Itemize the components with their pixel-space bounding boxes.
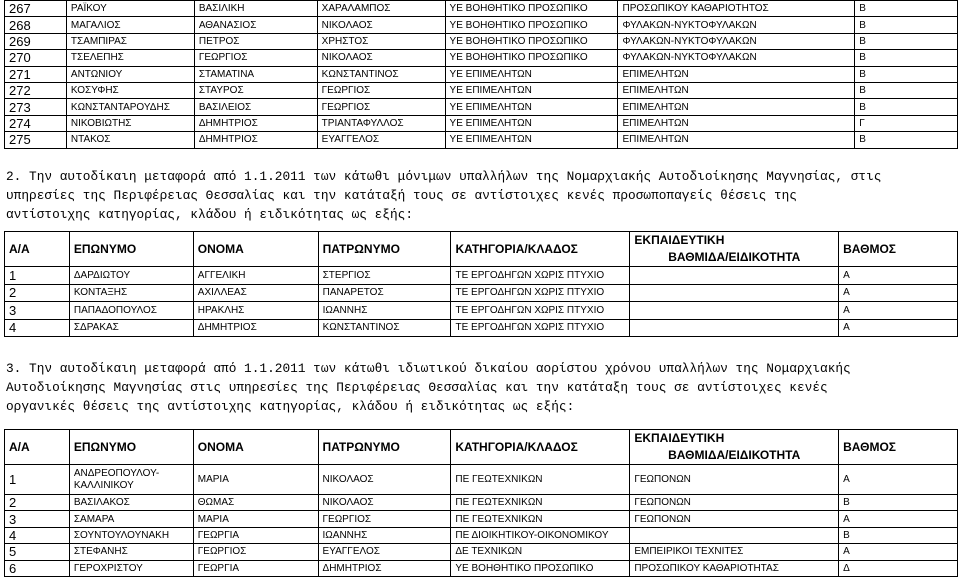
specialty: ΦΥΛΑΚΩΝ-ΝΥΚΤΟΦΥΛΑΚΩΝ	[618, 33, 855, 49]
surname: ΑΝΔΡΕΟΠΟΥΛΟΥ-ΚΑΛΛΙΝΙΚΟΥ	[69, 465, 193, 495]
specialty: ΓΕΩΠΟΝΩΝ	[630, 495, 839, 511]
category: ΠΕ ΓΕΩΤΕΧΝΙΚΩΝ	[451, 465, 630, 495]
specialty: ΕΜΠΕΙΡΙΚΟΙ ΤΕΧΝΙΤΕΣ	[630, 544, 839, 560]
father-name: ΙΩΑΝΝΗΣ	[318, 302, 451, 320]
table-row	[5, 319, 958, 337]
grade: Β	[855, 99, 958, 115]
category: ΥΕ ΕΠΙΜΕΛΗΤΩΝ	[445, 132, 618, 148]
first-name: ΗΡΑΚΛΗΣ	[193, 302, 318, 320]
father-name: ΔΗΜΗΤΡΙΟΣ	[318, 560, 451, 576]
surname: ΝΤΑΚΟΣ	[66, 132, 194, 148]
specialty: ΕΠΙΜΕΛΗΤΩΝ	[618, 99, 855, 115]
table-row	[5, 495, 958, 511]
row-number: 3	[5, 511, 70, 527]
first-name: ΓΕΩΡΓΙΑ	[193, 560, 318, 576]
specialty: ΠΡΟΣΩΠΙΚΟΥ ΚΑΘΑΡΙΟΤΗΤΑΣ	[630, 560, 839, 576]
row-number: 2	[5, 495, 70, 511]
row-number: 4	[5, 527, 70, 543]
row-number: 1	[5, 267, 70, 285]
grade: Δ	[839, 560, 958, 576]
first-name: ΓΕΩΡΓΙΑ	[193, 527, 318, 543]
specialty	[630, 302, 839, 320]
category: ΔΕ ΤΕΧΝΙΚΩΝ	[451, 544, 630, 560]
grade: Α	[839, 267, 958, 285]
header-surname: ΕΠΩΝΥΜΟ	[69, 430, 193, 465]
first-name: ΘΩΜΑΣ	[193, 495, 318, 511]
table-row	[5, 511, 958, 527]
surname: ΝΙΚΟΒΙΩΤΗΣ	[66, 115, 194, 131]
father-name: ΓΕΩΡΓΙΟΣ	[317, 99, 445, 115]
grade: Β	[855, 17, 958, 33]
father-name: ΙΩΑΝΝΗΣ	[318, 527, 451, 543]
first-name: ΔΗΜΗΤΡΙΟΣ	[194, 115, 317, 131]
father-name: ΕΥΑΓΓΕΛΟΣ	[318, 544, 451, 560]
paragraph-line: 2. Την αυτοδίκαιη μεταφορά από 1.1.2011 των κάτωθι μόνιμων υπαλλήλων της Νομαρχιακής Αυτοδιοίκησης Μαγνησίας, στις	[6, 169, 882, 184]
surname: ΣΟΥΝΤΟΥΛΟΥΝΑΚΗ	[69, 527, 193, 543]
header-category: ΚΑΤΗΓΟΡΙΑ/ΚΛΑΔΟΣ	[451, 232, 630, 267]
category: ΥΕ ΕΠΙΜΕΛΗΤΩΝ	[445, 115, 618, 131]
first-name: ΑΧΙΛΛΕΑΣ	[193, 284, 318, 302]
surname: ΤΣΑΜΠΙΡΑΣ	[66, 33, 194, 49]
category: ΥΕ ΒΟΗΘΗΤΙΚΟ ΠΡΟΣΩΠΙΚΟ	[445, 1, 618, 17]
header-father-name: ΠΑΤΡΩΝΥΜΟ	[318, 232, 451, 267]
table-header	[5, 232, 958, 267]
surname: ΚΩΝΣΤΑΝΤΑΡΟΥΔΗΣ	[66, 99, 194, 115]
header-aa: Α/Α	[5, 232, 70, 267]
table-row	[5, 50, 958, 66]
first-name: ΑΘΑΝΑΣΙΟΣ	[194, 17, 317, 33]
table-row	[5, 267, 958, 285]
specialty	[630, 267, 839, 285]
specialty	[630, 284, 839, 302]
header-education-line2: ΒΑΘΜΙΔΑ/ΕΙΔΙΚΟΤΗΤΑ	[668, 448, 801, 462]
table-row	[5, 33, 958, 49]
first-name: ΣΤΑΜΑΤΙΝΑ	[194, 66, 317, 82]
father-name: ΠΑΝΑΡΕΤΟΣ	[318, 284, 451, 302]
father-name: ΝΙΚΟΛΑΟΣ	[318, 495, 451, 511]
surname: ΠΑΠΑΔΟΠΟΥΛΟΣ	[69, 302, 193, 320]
category: ΥΕ ΒΟΗΘΗΤΙΚΟ ΠΡΟΣΩΠΙΚΟ	[445, 33, 618, 49]
grade: Β	[855, 33, 958, 49]
surname: ΣΑΜΑΡΑ	[69, 511, 193, 527]
first-name: ΠΕΤΡΟΣ	[194, 33, 317, 49]
grade: Α	[839, 319, 958, 337]
row-number: 3	[5, 302, 70, 320]
paragraph-line: 3. Την αυτοδίκαιη μεταφορά από 1.1.2011 των κάτωθι ιδιωτικού δικαίου αορίστου χρόνου υπαλλήλων της Νομαρχιακής	[6, 361, 851, 376]
row-number: 274	[5, 115, 67, 131]
row-number: 269	[5, 33, 67, 49]
header-grade: ΒΑΘΜΟΣ	[839, 232, 958, 267]
row-number: 267	[5, 1, 67, 17]
header-category: ΚΑΤΗΓΟΡΙΑ/ΚΛΑΔΟΣ	[451, 430, 630, 465]
table-row	[5, 527, 958, 543]
table-row	[5, 66, 958, 82]
surname: ΚΟΝΤΑΞΗΣ	[69, 284, 193, 302]
specialty: ΦΥΛΑΚΩΝ-ΝΥΚΤΟΦΥΛΑΚΩΝ	[618, 50, 855, 66]
table-row	[5, 560, 958, 576]
specialty: ΠΡΟΣΩΠΙΚΟΥ ΚΑΘΑΡΙΟΤΗΤΟΣ	[618, 1, 855, 17]
row-number: 6	[5, 560, 70, 576]
table-header	[5, 430, 958, 465]
father-name: ΝΙΚΟΛΑΟΣ	[317, 17, 445, 33]
surname: ΔΑΡΔΙΩΤΟΥ	[69, 267, 193, 285]
row-number: 273	[5, 99, 67, 115]
header-education-line1: ΕΚΠΑΙΔΕΥΤΙΚΗ	[634, 431, 725, 445]
category: ΠΕ ΓΕΩΤΕΧΝΙΚΩΝ	[451, 511, 630, 527]
grade: Α	[839, 302, 958, 320]
first-name: ΔΗΜΗΤΡΙΟΣ	[193, 319, 318, 337]
category: ΠΕ ΔΙΟΙΚΗΤΙΚΟΥ-ΟΙΚΟΝΟΜΙΚΟΥ	[451, 527, 630, 543]
surname: ΑΝΤΩΝΙΟΥ	[66, 66, 194, 82]
category: ΤΕ ΕΡΓΟΔΗΓΩΝ ΧΩΡΙΣ ΠΤΥΧΙΟ	[451, 302, 630, 320]
grade: Β	[855, 132, 958, 148]
section-2-paragraph	[6, 167, 958, 224]
row-number: 272	[5, 82, 67, 98]
specialty: ΕΠΙΜΕΛΗΤΩΝ	[618, 66, 855, 82]
row-number: 4	[5, 319, 70, 337]
specialty: ΕΠΙΜΕΛΗΤΩΝ	[618, 132, 855, 148]
father-name: ΓΕΩΡΓΙΟΣ	[317, 82, 445, 98]
header-father-name: ΠΑΤΡΩΝΥΜΟ	[318, 430, 451, 465]
header-surname: ΕΠΩΝΥΜΟ	[69, 232, 193, 267]
father-name: ΕΥΑΓΓΕΛΟΣ	[317, 132, 445, 148]
grade: Α	[839, 544, 958, 560]
table-row	[5, 99, 958, 115]
table-row	[5, 284, 958, 302]
first-name: ΓΕΩΡΓΙΟΣ	[193, 544, 318, 560]
row-number: 270	[5, 50, 67, 66]
header-grade: ΒΑΘΜΟΣ	[839, 430, 958, 465]
grade: Β	[839, 495, 958, 511]
row-number: 271	[5, 66, 67, 82]
father-name: ΤΡΙΑΝΤΑΦΥΛΛΟΣ	[317, 115, 445, 131]
first-name: ΣΤΑΥΡΟΣ	[194, 82, 317, 98]
first-name: ΜΑΡΙΑ	[193, 465, 318, 495]
father-name: ΝΙΚΟΛΑΟΣ	[318, 465, 451, 495]
father-name: ΚΩΝΣΤΑΝΤΙΝΟΣ	[317, 66, 445, 82]
surname: ΚΟΣΥΦΗΣ	[66, 82, 194, 98]
grade: Β	[855, 50, 958, 66]
private-law-staff-table	[4, 429, 958, 577]
table-row	[5, 544, 958, 560]
specialty	[630, 319, 839, 337]
grade: Β	[855, 82, 958, 98]
father-name: ΧΡΗΣΤΟΣ	[317, 33, 445, 49]
table-row	[5, 82, 958, 98]
category: ΥΕ ΕΠΙΜΕΛΗΤΩΝ	[445, 82, 618, 98]
header-education-line2: ΒΑΘΜΙΔΑ/ΕΙΔΙΚΟΤΗΤΑ	[668, 250, 801, 264]
grade: Β	[855, 1, 958, 17]
header-education-level	[630, 430, 839, 465]
category: ΥΕ ΕΠΙΜΕΛΗΤΩΝ	[445, 99, 618, 115]
first-name: ΑΓΓΕΛΙΚΗ	[193, 267, 318, 285]
father-name: ΓΕΩΡΓΙΟΣ	[318, 511, 451, 527]
transfer-table-continued	[4, 0, 958, 149]
father-name: ΣΤΕΡΓΙΟΣ	[318, 267, 451, 285]
grade: Α	[839, 284, 958, 302]
category: ΥΕ ΒΟΗΘΗΤΙΚΟ ΠΡΟΣΩΠΙΚΟ	[445, 50, 618, 66]
grade: Α	[839, 465, 958, 495]
row-number: 275	[5, 132, 67, 148]
table-row	[5, 302, 958, 320]
grade: Β	[839, 527, 958, 543]
surname: ΡΑΪΚΟΥ	[66, 1, 194, 17]
row-number: 2	[5, 284, 70, 302]
first-name: ΜΑΡΙΑ	[193, 511, 318, 527]
table-row	[5, 132, 958, 148]
surname: ΒΑΣΙΛΑΚΟΣ	[69, 495, 193, 511]
specialty	[630, 527, 839, 543]
category: ΤΕ ΕΡΓΟΔΗΓΩΝ ΧΩΡΙΣ ΠΤΥΧΙΟ	[451, 284, 630, 302]
surname: ΣΔΡΑΚΑΣ	[69, 319, 193, 337]
category: ΥΕ ΕΠΙΜΕΛΗΤΩΝ	[445, 66, 618, 82]
paragraph-line: οργανικές θέσεις της αντίστοιχης κατηγορίας, κλάδου ή ειδικότητας ως εξής:	[6, 399, 575, 414]
specialty: ΓΕΩΠΟΝΩΝ	[630, 511, 839, 527]
surname: ΣΤΕΦΑΝΗΣ	[69, 544, 193, 560]
father-name: ΝΙΚΟΛΑΟΣ	[317, 50, 445, 66]
grade: Β	[855, 66, 958, 82]
header-education-line1: ΕΚΠΑΙΔΕΥΤΙΚΗ	[634, 233, 725, 247]
father-name: ΚΩΝΣΤΑΝΤΙΝΟΣ	[318, 319, 451, 337]
row-number: 268	[5, 17, 67, 33]
paragraph-line: υπηρεσίες της Περιφέρειας Θεσσαλίας και την κατάταξή τους σε αντίστοιχες κενές προσωποπαγείς θέσεις της	[6, 188, 797, 203]
header-first-name: ΟΝΟΜΑ	[193, 232, 318, 267]
header-aa: Α/Α	[5, 430, 70, 465]
permanent-staff-table	[4, 231, 958, 337]
table-row	[5, 465, 958, 495]
grade: Α	[839, 511, 958, 527]
category: ΥΕ ΒΟΗΘΗΤΙΚΟ ΠΡΟΣΩΠΙΚΟ	[451, 560, 630, 576]
row-number: 5	[5, 544, 70, 560]
specialty: ΕΠΙΜΕΛΗΤΩΝ	[618, 115, 855, 131]
section-3-paragraph	[6, 359, 958, 416]
category: ΤΕ ΕΡΓΟΔΗΓΩΝ ΧΩΡΙΣ ΠΤΥΧΙΟ	[451, 267, 630, 285]
surname: ΜΑΓΑΛΙΟΣ	[66, 17, 194, 33]
table-row	[5, 17, 958, 33]
category: ΠΕ ΓΕΩΤΕΧΝΙΚΩΝ	[451, 495, 630, 511]
specialty: ΕΠΙΜΕΛΗΤΩΝ	[618, 82, 855, 98]
paragraph-line: Αυτοδιοίκησης Μαγνησίας στις υπηρεσίες της Περιφέρειας Θεσσαλίας και την κατάταξη τους σε αντίστοιχες κενές	[6, 380, 828, 395]
first-name: ΒΑΣΙΛΙΚΗ	[194, 1, 317, 17]
grade: Γ	[855, 115, 958, 131]
category: ΥΕ ΒΟΗΘΗΤΙΚΟ ΠΡΟΣΩΠΙΚΟ	[445, 17, 618, 33]
specialty: ΦΥΛΑΚΩΝ-ΝΥΚΤΟΦΥΛΑΚΩΝ	[618, 17, 855, 33]
table-row	[5, 115, 958, 131]
header-education-level	[630, 232, 839, 267]
category: ΤΕ ΕΡΓΟΔΗΓΩΝ ΧΩΡΙΣ ΠΤΥΧΙΟ	[451, 319, 630, 337]
first-name: ΓΕΩΡΓΙΟΣ	[194, 50, 317, 66]
father-name: ΧΑΡΑΛΑΜΠΟΣ	[317, 1, 445, 17]
paragraph-line: αντίστοιχης κατηγορίας, κλάδου ή ειδικότητας ως εξής:	[6, 207, 414, 222]
row-number: 1	[5, 465, 70, 495]
surname: ΤΣΕΛΕΠΗΣ	[66, 50, 194, 66]
first-name: ΒΑΣΙΛΕΙΟΣ	[194, 99, 317, 115]
table-row	[5, 1, 958, 17]
header-first-name: ΟΝΟΜΑ	[193, 430, 318, 465]
surname: ΓΕΡΟΧΡΙΣΤΟΥ	[69, 560, 193, 576]
first-name: ΔΗΜΗΤΡΙΟΣ	[194, 132, 317, 148]
specialty: ΓΕΩΠΟΝΩΝ	[630, 465, 839, 495]
